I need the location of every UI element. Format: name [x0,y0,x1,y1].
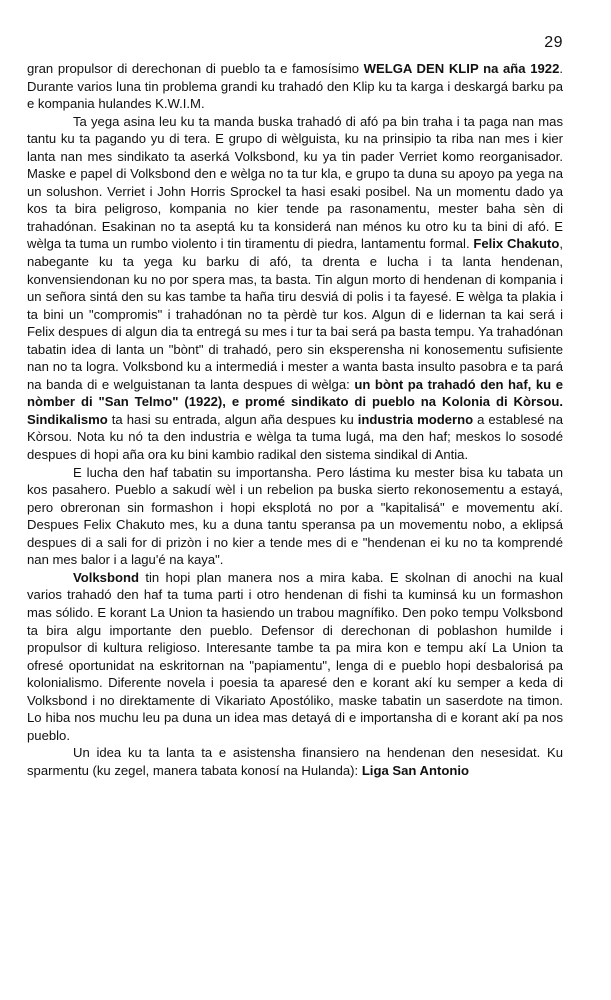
bold-text-run: industria moderno [357,411,474,427]
bold-text-run: Liga San Antonio [361,762,469,778]
text-run: . Durante varios luna tin problema grandi ku trahadó den Klip ku ta karga i deskargá barku pa e kompania hulandes K.W.I.M. [27,61,563,112]
paragraph [27,113,563,464]
bold-text-run: Volksbond [73,569,139,585]
paragraph [27,464,563,569]
paragraph [27,569,563,744]
text-run: tin hopi plan manera nos a mira kaba. E skolnan di anochi na kual varios trahadó den haf ta tuma parti i otro hendenan di fishi ta kuminsá ku un formashon mas sólido. E korant La Union ta hasiendo un trabou magnífiko. Den poko tempu Volksbond ta bira algu importante den pueblo. Defensor di derechonan di poblashon humilde i propulsor di kultura religioso. Interesante tambe ta pa mira kon e tempu akí La Union ta ofresé oportunidat na eskritornan na "papiamentu", lenga di e pueblo hopi desbalorisá pa kolonialismo. Diferente novela i poesia ta aparesé den e korant akí ku semper a keda di Volksbond i no direktamente di Vikariato Apostóliko, maske tabatin un saserdote na timon. Lo hiba nos muchu leu pa duna un idea mas detayá di e importansha di e korant akí pa nos pueblo. [27,569,563,743]
text-run: a establesé na Kòrsou. Nota ku nó ta den industria e wèlga ta tuma lugá, ma den haf; meskos lo sosodé despues di hopi aña ora ku bini kambio radikal den sistema sindikal di Antia. [27,411,563,463]
bold-text-run: Felix Chakuto [473,236,560,252]
text-run: , nabegante ku ta yega ku barku di afó, ta drenta e lucha i ta lanta hendenan, konvensiendonan ku no por spera mas, ta basta. Tin algun morto di hendenan di kompania i un señora sintá den su kas tambe ta haña tiru desviá di polis i ta fayesé. E wèlga ta plakia i ta bini un "compromis" i trahadónan no ta pèrdè tur kos. Algun di e lidernan ta kai será i Felix despues di algun dia ta entregá su mes i tur ta bai será pa basta tempu. Ya trahadónan tabatin idea di lanta un "bònt" di trahadó, pero sin eksperensha ni konosementu sufisiente nan no ta logra. Volksbond ku a intermediá i mester a wanta basta insulto pasobra e ta pará na banda di e welguistanan ta lanta despues di wèlga: [27,236,563,392]
bold-text-run: un bònt pa trahadó den haf, ku e nòmber di "San Telmo" (1922), e promé sindikato di pueblo na Kolonia di Kòrsou. Sindikalismo [27,376,563,427]
body-text [27,60,563,779]
text-run: gran propulsor di derechonan di pueblo ta e famosísimo [27,61,364,76]
text-run: ta hasi su entrada, algun aña despues ku [107,411,358,427]
text-run: E lucha den haf tabatin su importansha. Pero lástima ku mester bisa ku tabata un kos pasahero. Pueblo a sakudí wèl i un rebelion pa buska sierto rekonosementu a estayá, pero obreronan sin formashon i hopi eksplotá no por a "kapitalisá" e movementu akí. Despues Felix Chakuto mes, ku a duna tantu speransa pa un movementu nobo, a eklipsá despues di a sali for di prizòn i no kier a tende mes di e "hendenan ei ku no ta komprendé nan mes balor i a lagu'é na kaya". [27,464,563,568]
page-number: 29 [544,34,563,51]
paragraph [27,60,563,113]
bold-text-run: WELGA DEN KLIP na aña 1922 [363,61,560,76]
text-run: Un idea ku ta lanta ta e asistensha finansiero na hendenan den nesesidat. Ku sparmentu (ku zegel, manera tabata konosí na Hulanda): [27,745,563,778]
paragraph [27,744,563,779]
text-run: Ta yega asina leu ku ta manda buska trahadó di afó pa bin traha i ta paga nan mas tantu ku ta pagando yu di tera. E grupo di wèlguista, ku na prinsipio ta riba nan mes i kier lanta nan mes sindikato ta aserká Volksbond, ku ya tin pader Verriet komo reorganisador. Maske e papel di Volksbond den e wèlga no ta tur kla, e grupo ta duna su apoyo pa yega na un solushon. Verriet i John Horris Sprockel ta hasi esaki posibel. Na un momentu dado ya kos ta bira peligroso, kompania no kier tende pa rasonamentu, mester baha sèn di trahadónan. Esakinan no ta aseptá ku ta konsiderá nan ménos ku otro ku ta bini di afó. E wèlga ta tuma un rumbo violento i tin tiramentu di piedra, lantamentu formal. [27,113,563,252]
